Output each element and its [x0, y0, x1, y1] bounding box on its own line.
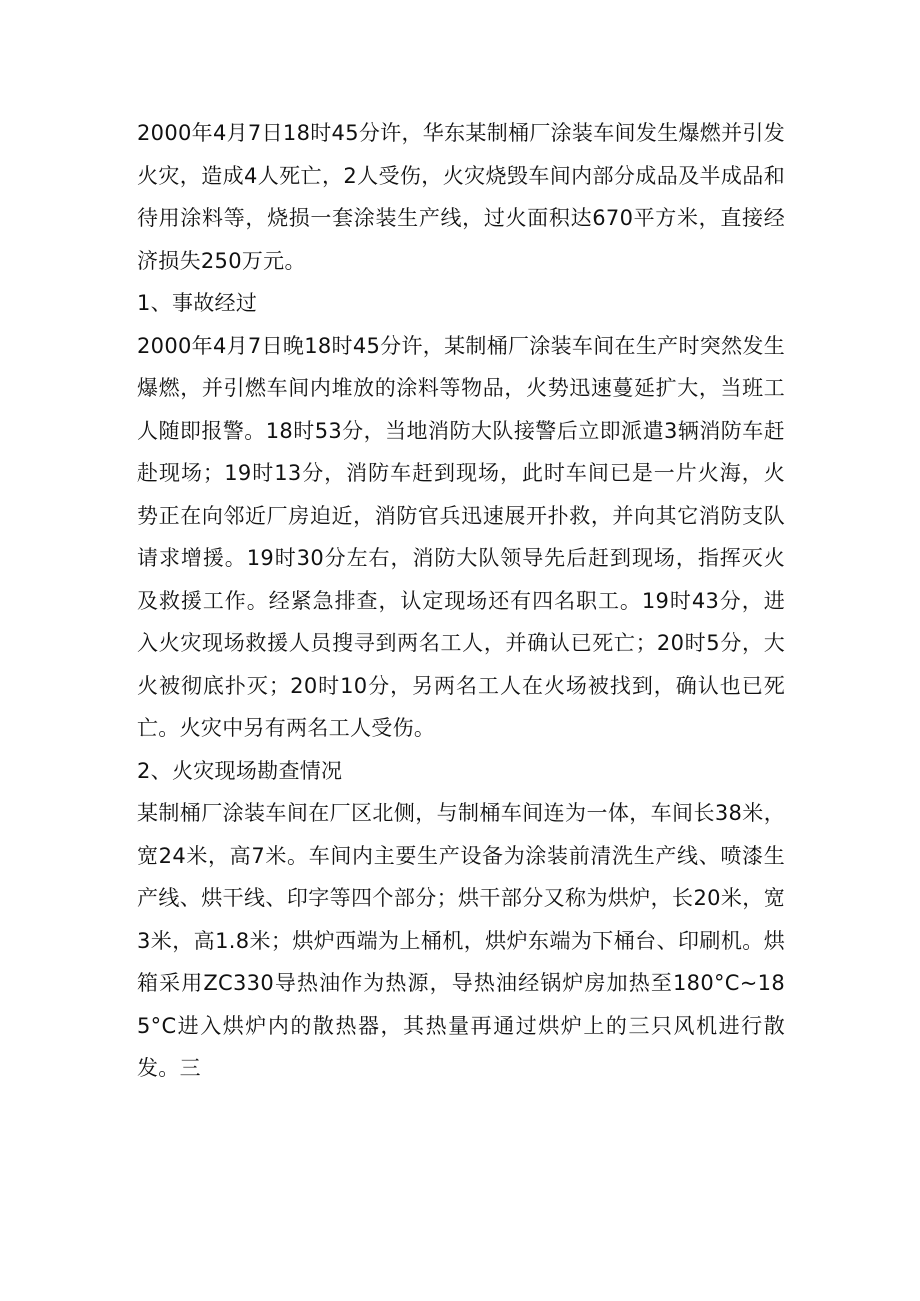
document-body [137, 112, 785, 1090]
accident-paragraph: 2000年4月7日晚18时45分许，某制桶厂涂装车间在生产时突然发生爆燃，并引燃车间内堆放的涂料等物品，火势迅速蔓延扩大，当班工人随即报警。18时53分，当地消防大队接警后立即派遣3辆消防车赶赴现场；19时13分，消防车赶到现场，此时车间已是一片火海，火势正在向邻近厂房迫近，消防官兵迅速展开扑救，并向其它消防支队请求增援。19时30分左右，消防大队领导先后赶到现场，指挥灭火及救援工作。经紧急排查，认定现场还有四名职工。19时43分，进入火灾现场救援人员搜寻到两名工人，并确认已死亡；20时5分，大火被彻底扑灭；20时10分，另两名工人在火场被找到，确认也已死亡。火灾中另有两名工人受伤。 [137, 333, 785, 740]
intro-paragraph: 2000年4月7日18时45分许，华东某制桶厂涂装车间发生爆燃并引发火灾，造成4人死亡，2人受伤，火灾烧毁车间内部分成品及半成品和待用涂料等，烧损一套涂装生产线，过火面积达670平方米，直接经济损失250万元。 [137, 121, 785, 273]
section-heading-investigation: 2、火灾现场勘查情况 [137, 758, 343, 783]
section-heading-accident: 1、事故经过 [137, 291, 258, 315]
investigation-paragraph: 某制桶厂涂装车间在厂区北侧，与制桶车间连为一体，车间长38米，宽24米，高7米。车间内主要生产设备为涂装前清洗生产线、喷漆生产线、烘干线、印字等四个部分；烘干部分又称为烘炉，长20米，宽3米，高1.8米；烘炉西端为上桶机，烘炉东端为下桶台、印刷机。烘箱采用ZC330导热油作为热源，导热油经锅炉房加热至180°C~185°C进入烘炉内的散热器，其热量再通过烘炉上的三只风机进行散发。三 [137, 801, 785, 1080]
